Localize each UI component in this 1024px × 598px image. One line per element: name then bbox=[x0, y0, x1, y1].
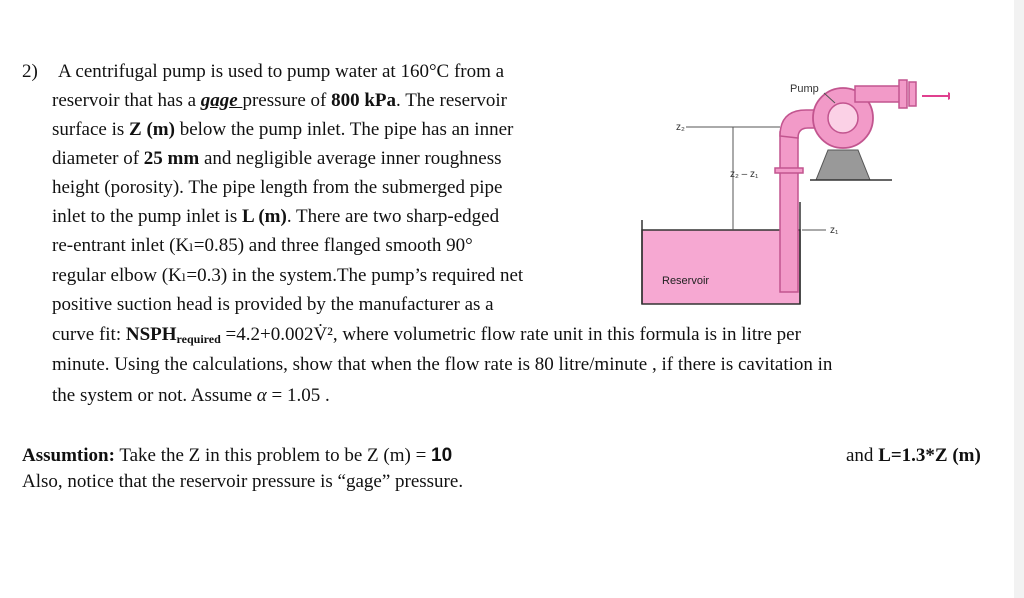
pump-label: Pump bbox=[790, 83, 819, 95]
problem-line-6: inlet to the pump inlet is L (m). There are two sharp-edged bbox=[52, 206, 500, 227]
problem-line-4: diameter of 25 mm and negligible average inner roughness bbox=[52, 148, 502, 169]
problem-line-2: reservoir that has a gage pressure of 800 kPa. The reservoir bbox=[52, 90, 508, 111]
problem-line-11: minute. Using the calculations, show that when the flow rate is 80 litre/minute , if there is cavitation in bbox=[52, 354, 833, 375]
suction-pipe bbox=[780, 132, 798, 292]
problem-number: 2) bbox=[22, 61, 38, 82]
z1-label: z₁ bbox=[830, 225, 839, 236]
problem-line-1: A centrifugal pump is used to pump water at 160°C from a bbox=[58, 61, 505, 82]
reservoir-water bbox=[642, 230, 800, 304]
problem-line-10: curve fit: $NSPH_{required}$ =4.2+0.002V̇², where volumetric flow rate unit in this formula is in litre per bbox=[52, 324, 801, 346]
problem-line-7: re-entrant inlet (Kₗ=0.85) and three flanged smooth 90° bbox=[52, 235, 473, 256]
problem-line-12: the system or not. Assume α = 1.05 . bbox=[52, 385, 330, 406]
pump-stand bbox=[816, 150, 870, 180]
assumption-line-2: Also, notice that the reservoir pressure is “gage” pressure. bbox=[22, 471, 464, 492]
problem-line-9: positive suction head is provided by the manufacturer as a bbox=[52, 294, 494, 315]
discharge-pipe bbox=[855, 86, 905, 102]
pipe-flange bbox=[775, 168, 803, 173]
reservoir-label: Reservoir bbox=[662, 275, 710, 287]
z2-label: z₂ bbox=[676, 122, 685, 133]
problem-line-8: regular elbow (Kₗ=0.3) in the system.The pump’s required net bbox=[52, 265, 524, 286]
assumption-length: and L=1.3*Z (m) bbox=[846, 445, 981, 466]
assumption-label: Assumtion: bbox=[22, 445, 115, 466]
gage-emphasis: gage bbox=[200, 90, 243, 111]
assumption-line-1: Assumtion: Take the Z in this problem to be Z (m) = 10 bbox=[22, 445, 453, 466]
problem-line-5: height (porosity). The pipe length from the submerged pipe bbox=[52, 177, 503, 198]
dz-label: z₂ – z₁ bbox=[730, 169, 759, 180]
problem-line-3: surface is Z (m) below the pump inlet. The pipe has an inner bbox=[52, 119, 514, 140]
page-edge bbox=[1014, 0, 1024, 598]
pump-reservoir-diagram bbox=[630, 70, 950, 310]
z-value: 10 bbox=[431, 445, 453, 466]
